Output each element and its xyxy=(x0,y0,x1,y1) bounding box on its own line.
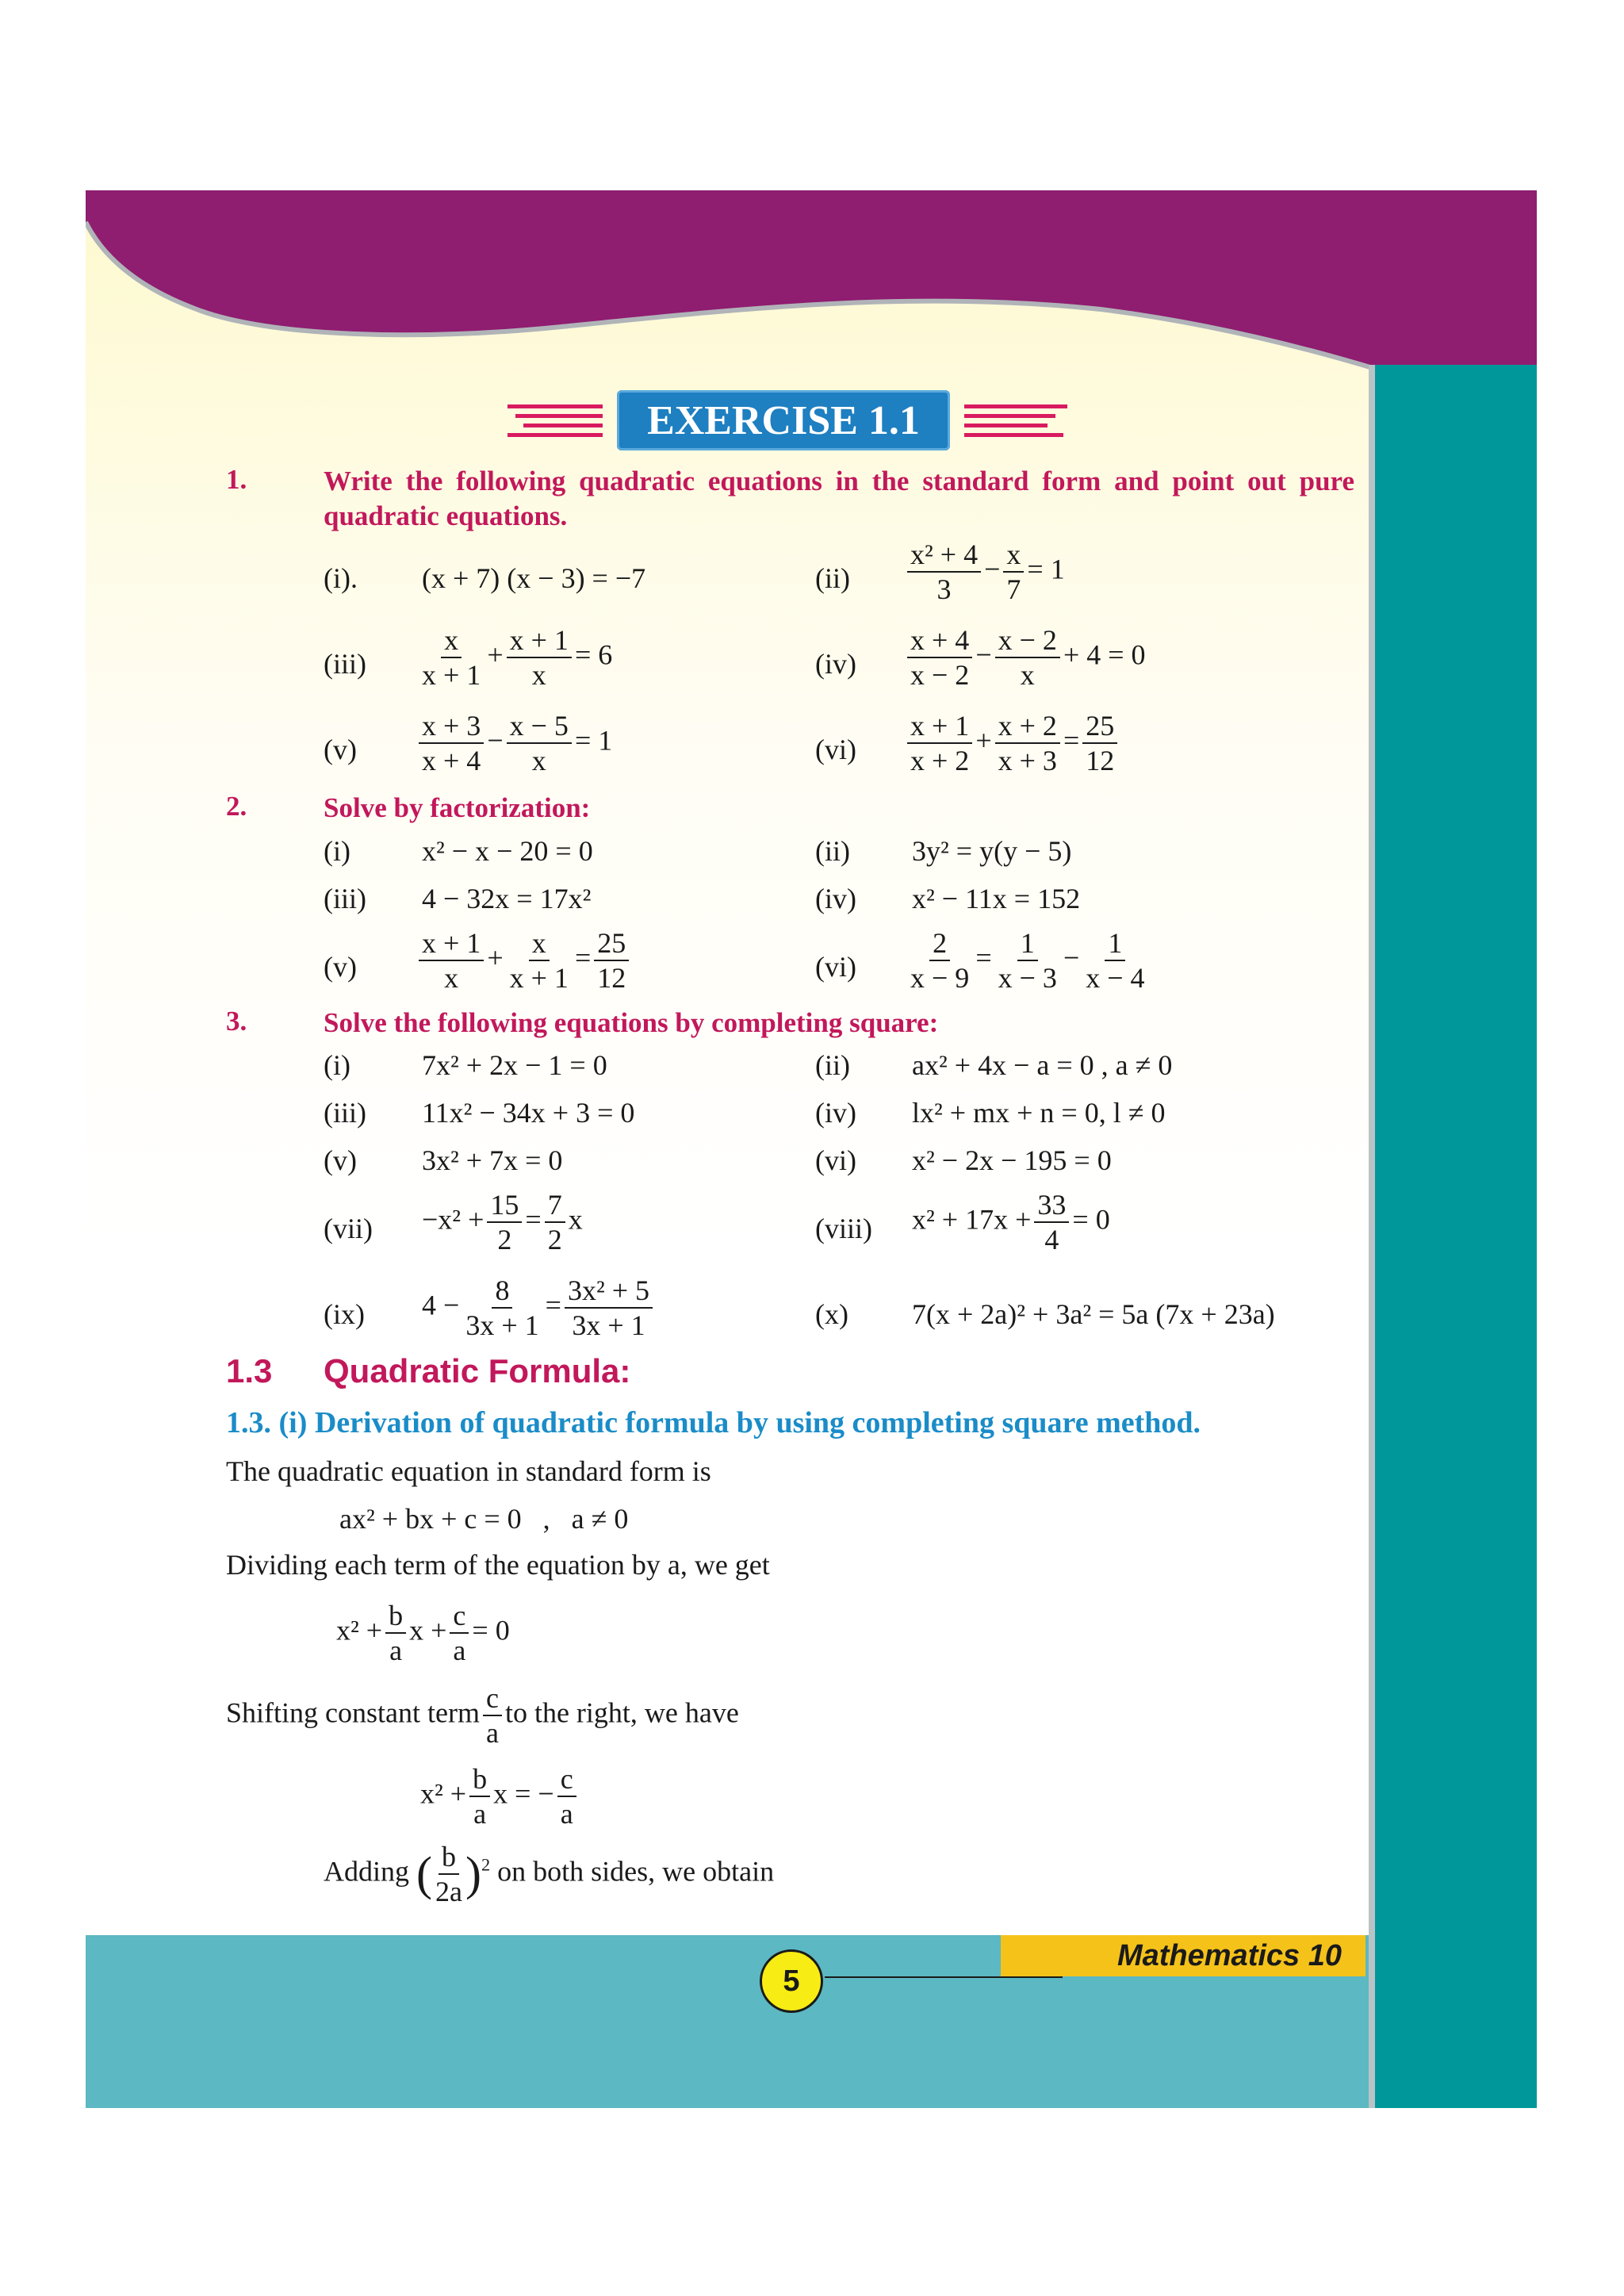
item-label: (ii) xyxy=(815,562,850,594)
operator: + xyxy=(487,638,504,671)
numerator: 1 xyxy=(1017,926,1038,961)
body-line: Dividing each term of the equation by a, we get xyxy=(226,1549,770,1581)
equation xyxy=(912,1188,1110,1256)
equals: = xyxy=(574,941,592,974)
heading-stripe xyxy=(964,424,1048,427)
equation: x² − 2x − 195 = 0 xyxy=(912,1144,1112,1176)
body-line: The quadratic equation in standard form is xyxy=(226,1455,711,1487)
denominator: x + 2 xyxy=(910,745,970,776)
denominator: a xyxy=(389,1635,403,1666)
rhs: = 1 xyxy=(1027,553,1065,585)
item-label: (v) xyxy=(324,1144,357,1176)
numerator: 2 xyxy=(929,926,950,961)
denominator: x xyxy=(444,962,459,994)
body-line xyxy=(226,1681,739,1750)
item-label: (v) xyxy=(324,734,357,765)
numerator: x xyxy=(441,623,462,658)
expression: −x² + xyxy=(422,1203,485,1236)
equation xyxy=(416,623,612,692)
numerator: x − 5 xyxy=(507,709,572,744)
heading-stripe xyxy=(508,404,603,408)
equation: x² − x − 20 = 0 xyxy=(422,835,593,867)
denominator: a xyxy=(560,1798,573,1830)
subsection-title: 1.3. (i) Derivation of quadratic formula by using completing square method. xyxy=(226,1406,1201,1439)
denominator: 4 xyxy=(1044,1224,1059,1255)
section-number: 1.3 xyxy=(226,1352,273,1389)
equation: x² − 11x = 152 xyxy=(912,883,1081,914)
denominator: x − 3 xyxy=(998,962,1057,994)
item-label: (x) xyxy=(815,1298,848,1330)
equation xyxy=(422,1274,656,1342)
rhs: = 1 xyxy=(574,724,613,757)
denominator: x + 1 xyxy=(422,659,481,691)
expression: = 0 xyxy=(472,1614,510,1646)
exercise-title: EXERCISE 1.1 xyxy=(617,390,950,450)
text: Adding xyxy=(324,1855,409,1888)
numerator: b xyxy=(439,1840,459,1875)
equation: ax² + 4x − a = 0 , a ≠ 0 xyxy=(912,1049,1173,1081)
expression: x = − xyxy=(493,1777,554,1810)
item-label: (ix) xyxy=(324,1298,365,1330)
equation xyxy=(336,1599,510,1667)
expression: x + xyxy=(409,1614,447,1646)
item-label: (vi) xyxy=(815,1144,856,1176)
page-number-line xyxy=(825,1976,1063,1978)
equation xyxy=(422,1188,583,1256)
heading-stripe xyxy=(964,414,1055,418)
numerator: x + 2 xyxy=(995,709,1060,744)
question-text: Solve the following equations by completing square: xyxy=(324,1007,939,1038)
question-number: 3. xyxy=(226,1006,247,1037)
equals: = xyxy=(1063,724,1080,757)
expression: x² + 17x + xyxy=(912,1203,1032,1236)
exponent: 2 xyxy=(481,1854,491,1875)
numerator: 8 xyxy=(492,1274,512,1309)
expression: = 0 xyxy=(1072,1203,1110,1236)
equation: ax² + bx + c = 0 , a ≠ 0 xyxy=(339,1503,629,1535)
denominator: x + 4 xyxy=(422,745,481,776)
operator: − xyxy=(1063,941,1080,974)
book-title: Mathematics 10 xyxy=(1116,1938,1342,1972)
equation xyxy=(904,538,1065,606)
denominator: 3x + 1 xyxy=(572,1309,645,1341)
denominator: x − 4 xyxy=(1086,962,1145,994)
text: on both sides, we obtain xyxy=(497,1855,775,1888)
numerator: x + 1 xyxy=(907,709,972,744)
equals: = xyxy=(975,941,992,974)
operator: − xyxy=(487,724,504,757)
item-label: (v) xyxy=(324,951,357,983)
equation: 7x² + 2x − 1 = 0 xyxy=(422,1049,607,1081)
text: Shifting constant term xyxy=(226,1696,480,1729)
numerator: x − 2 xyxy=(995,623,1060,658)
heading-stripe xyxy=(508,433,603,437)
denominator: x − 9 xyxy=(910,962,970,994)
denominator: x + 1 xyxy=(509,962,569,994)
equation: lx² + mx + n = 0, l ≠ 0 xyxy=(912,1097,1166,1129)
heading-stripe xyxy=(515,414,603,418)
item-label: (iv) xyxy=(815,648,856,680)
item-label: (viii) xyxy=(815,1213,872,1244)
numerator: 25 xyxy=(1082,709,1117,744)
denominator: a xyxy=(485,1717,499,1749)
expression: x² + xyxy=(336,1614,383,1646)
denominator: x xyxy=(531,659,546,691)
numerator: x xyxy=(529,926,550,961)
equation: 4 − 32x = 17x² xyxy=(422,883,592,914)
equation xyxy=(416,709,612,777)
numerator: x + 3 xyxy=(419,709,484,744)
denominator: 12 xyxy=(1086,745,1115,776)
equation xyxy=(420,1762,580,1830)
text: to the right, we have xyxy=(504,1696,739,1729)
item-label: (ii) xyxy=(815,835,850,867)
denominator: x xyxy=(1020,659,1035,691)
equation xyxy=(904,926,1151,995)
numerator: x² + 4 xyxy=(907,538,981,573)
expression: x² + xyxy=(420,1777,467,1810)
denominator: x xyxy=(531,745,546,776)
operator: − xyxy=(975,638,992,671)
item-label: (i). xyxy=(324,562,358,594)
operator: − xyxy=(984,553,1001,585)
item-label: (vi) xyxy=(815,734,856,765)
equation: 3x² + 7x = 0 xyxy=(422,1144,563,1176)
page-number: 5 xyxy=(760,1949,823,2013)
question-text: Solve by factorization: xyxy=(324,792,591,823)
expression: x xyxy=(568,1203,583,1236)
item-label: (iii) xyxy=(324,1097,366,1129)
numerator: x + 4 xyxy=(907,623,972,658)
item-label: (iii) xyxy=(324,648,366,680)
item-label: (vii) xyxy=(324,1213,373,1244)
section-title: Quadratic Formula: xyxy=(324,1352,631,1389)
denominator: 3x + 1 xyxy=(465,1309,539,1341)
right-paren: ) xyxy=(465,1847,481,1900)
question-number: 2. xyxy=(226,791,247,822)
equation: 7(x + 2a)² + 3a² = 5a (7x + 23a) xyxy=(912,1298,1275,1330)
denominator: 12 xyxy=(597,962,626,994)
item-label: (i) xyxy=(324,835,350,867)
denominator: a xyxy=(473,1798,487,1830)
operator: + xyxy=(975,724,992,757)
denominator: 2a xyxy=(435,1876,462,1907)
denominator: x + 3 xyxy=(998,745,1057,776)
operator: + xyxy=(487,941,504,974)
numerator: x xyxy=(1003,538,1024,573)
equation xyxy=(416,926,632,995)
numerator: 33 xyxy=(1034,1188,1069,1223)
numerator: 1 xyxy=(1105,926,1125,961)
left-paren: ( xyxy=(416,1847,432,1900)
body-line xyxy=(324,1840,774,1908)
numerator: 15 xyxy=(487,1188,522,1223)
heading-stripe xyxy=(964,433,1063,437)
equation: (x + 7) (x − 3) = −7 xyxy=(422,562,646,594)
numerator: c xyxy=(483,1681,502,1716)
denominator: a xyxy=(453,1635,466,1666)
numerator: 3x² + 5 xyxy=(565,1274,653,1309)
item-label: (ii) xyxy=(815,1049,850,1081)
numerator: 25 xyxy=(594,926,629,961)
equation xyxy=(904,709,1120,777)
equation xyxy=(904,623,1146,692)
equation: 3y² = y(y − 5) xyxy=(912,835,1072,867)
right-band-edge xyxy=(1369,365,1375,2108)
numerator: c xyxy=(557,1762,576,1797)
denominator: x − 2 xyxy=(910,659,970,691)
item-label: (iv) xyxy=(815,883,856,914)
equals: = xyxy=(525,1203,542,1236)
question-number: 1. xyxy=(226,464,247,495)
rhs: = 6 xyxy=(574,638,613,671)
denominator: 2 xyxy=(547,1224,562,1255)
right-side-band xyxy=(1369,365,1537,2108)
numerator: 7 xyxy=(545,1188,565,1223)
denominator: 7 xyxy=(1006,573,1021,605)
item-label: (iii) xyxy=(324,883,366,914)
expression: 4 − xyxy=(422,1289,460,1321)
denominator: 3 xyxy=(936,573,952,605)
equation: 11x² − 34x + 3 = 0 xyxy=(422,1097,635,1129)
denominator: 2 xyxy=(497,1224,512,1255)
numerator: x + 1 xyxy=(507,623,572,658)
numerator: c xyxy=(450,1599,469,1634)
question-text: Write the following quadratic equations in the standard form and point out pure quadratic equations. xyxy=(324,466,1354,531)
rhs: + 4 = 0 xyxy=(1063,638,1146,671)
numerator: b xyxy=(469,1762,490,1797)
item-label: (i) xyxy=(324,1049,350,1081)
item-label: (vi) xyxy=(815,951,856,983)
equals: = xyxy=(545,1289,561,1321)
heading-stripe xyxy=(964,404,1067,408)
item-label: (iv) xyxy=(815,1097,856,1129)
heading-stripe xyxy=(523,424,603,427)
numerator: x + 1 xyxy=(419,926,484,961)
numerator: b xyxy=(385,1599,406,1634)
